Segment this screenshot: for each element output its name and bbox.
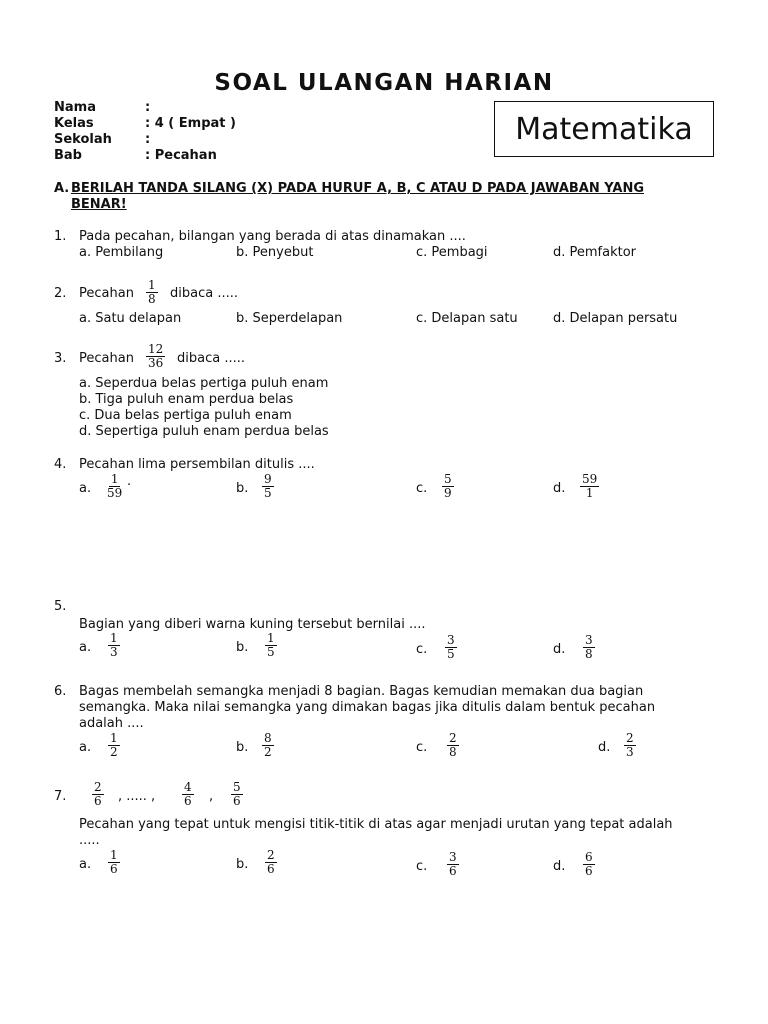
fraction-denominator: 59 xyxy=(107,486,123,500)
sekolah-value: : xyxy=(145,132,151,147)
fraction-numerator: 8 xyxy=(264,731,272,745)
bab-value: : Pecahan xyxy=(145,148,217,163)
section-letter: A. xyxy=(54,181,70,196)
question-7-text-line2: ..... xyxy=(79,833,100,848)
fraction-numerator: 1 xyxy=(110,848,118,862)
fraction-numerator: 3 xyxy=(447,633,455,647)
question-7-sequence-fraction-4 xyxy=(231,781,243,808)
question-5-label-b: b. xyxy=(236,640,249,655)
question-7-sequence-fraction-1 xyxy=(92,781,104,808)
question-6-label-b: b. xyxy=(236,740,249,755)
question-7-sequence-fraction-3 xyxy=(182,781,194,808)
fraction-numerator: 12 xyxy=(148,342,164,356)
question-2-option-b: b. Seperdelapan xyxy=(236,311,343,326)
fraction-denominator: 6 xyxy=(184,794,192,808)
nama-label: Nama xyxy=(54,100,96,115)
question-4-text: Pecahan lima persembilan ditulis .... xyxy=(79,457,315,472)
question-7-option-a-fraction xyxy=(108,849,120,876)
question-3-option-d: d. Sepertiga puluh enam perdua belas xyxy=(79,424,329,439)
question-7-text-line1: Pecahan yang tepat untuk mengisi titik-titik di atas agar menjadi urutan yang tepat adalah xyxy=(79,817,673,832)
question-3-option-c: c. Dua belas pertiga puluh enam xyxy=(79,408,292,423)
fraction-denominator: 5 xyxy=(447,647,455,661)
fraction-denominator: 5 xyxy=(267,645,275,659)
question-5-option-a-fraction xyxy=(108,632,120,659)
bab-label: Bab xyxy=(54,148,82,163)
question-1-option-b: b. Penyebut xyxy=(236,245,314,260)
fraction-numerator: 5 xyxy=(233,780,241,794)
fraction-denominator: 6 xyxy=(233,794,241,808)
question-6-label-c: c. xyxy=(416,740,428,755)
question-6-option-d-fraction xyxy=(624,732,636,759)
question-4-number: 4. xyxy=(54,457,67,472)
fraction-numerator: 2 xyxy=(449,731,457,745)
fraction-numerator: 2 xyxy=(626,731,634,745)
question-5-label-a: a. xyxy=(79,640,92,655)
page-title: SOAL ULANGAN HARIAN xyxy=(214,70,554,96)
question-4-option-d-fraction xyxy=(580,473,599,500)
question-1-option-d: d. Pemfaktor xyxy=(553,245,637,260)
fraction-denominator: 2 xyxy=(110,745,118,759)
question-5-label-c: c. xyxy=(416,642,428,657)
fraction-denominator: 2 xyxy=(264,745,272,759)
question-7-label-c: c. xyxy=(416,859,428,874)
fraction-denominator: 36 xyxy=(148,356,164,370)
fraction-denominator: 3 xyxy=(110,645,118,659)
question-5-option-d-fraction xyxy=(583,634,595,661)
section-instruction-line1: BERILAH TANDA SILANG (X) PADA HURUF A, B, C ATAU D PADA JAWABAN YANG xyxy=(71,181,645,196)
question-2-option-c: c. Delapan satu xyxy=(416,311,518,326)
question-5-number: 5. xyxy=(54,599,67,614)
fraction-denominator: 8 xyxy=(148,292,156,306)
fraction-denominator: 9 xyxy=(444,486,452,500)
fraction-numerator: 1 xyxy=(110,472,119,486)
question-3-fraction xyxy=(146,343,165,370)
question-2-option-a: a. Satu delapan xyxy=(79,311,182,326)
fraction-numerator: 4 xyxy=(184,780,192,794)
kelas-label: Kelas xyxy=(54,116,94,131)
fraction-numerator: 2 xyxy=(267,848,275,862)
question-6-option-a-fraction xyxy=(108,732,120,759)
question-6-text-line3: adalah .... xyxy=(79,716,144,731)
question-6-label-a: a. xyxy=(79,740,92,755)
fraction-denominator: 6 xyxy=(267,862,275,876)
question-4-option-c-fraction xyxy=(442,473,454,500)
question-5-text: Bagian yang diberi warna kuning tersebut bernilai .... xyxy=(79,617,426,632)
section-instruction-line2: BENAR! xyxy=(71,197,127,212)
question-7-option-c-fraction xyxy=(447,851,459,878)
question-7-label-a: a. xyxy=(79,857,92,872)
question-3-number: 3. xyxy=(54,351,67,366)
question-1-number: 1. xyxy=(54,229,67,244)
fraction-denominator: 1 xyxy=(585,486,594,500)
fraction-denominator: 5 xyxy=(264,486,272,500)
fraction-denominator: 6 xyxy=(585,864,593,878)
question-5-option-c-fraction xyxy=(445,634,457,661)
question-2-prefix: Pecahan xyxy=(79,286,134,301)
question-2-number: 2. xyxy=(54,286,67,301)
question-3-option-a: a. Seperdua belas pertiga puluh enam xyxy=(79,376,329,391)
question-2-option-d: d. Delapan persatu xyxy=(553,311,678,326)
fraction-numerator: 1 xyxy=(110,631,118,645)
question-6-option-c-fraction xyxy=(447,732,459,759)
question-6-text-line1: Bagas membelah semangka menjadi 8 bagian. Bagas kemudian memakan dua bagian xyxy=(79,684,644,699)
question-3-suffix: dibaca ..... xyxy=(177,351,245,366)
question-1-text: Pada pecahan, bilangan yang berada di atas dinamakan .... xyxy=(79,229,466,244)
question-1-option-c: c. Pembagi xyxy=(416,245,488,260)
question-7-option-b-fraction xyxy=(265,849,277,876)
fraction-denominator: 6 xyxy=(110,862,118,876)
question-7-label-b: b. xyxy=(236,857,249,872)
question-4-label-c: c. xyxy=(416,481,428,496)
subject-box: Matematika xyxy=(494,101,714,157)
question-4-label-a: a. xyxy=(79,481,92,496)
question-5-option-b-fraction xyxy=(265,632,277,659)
fraction-denominator: 8 xyxy=(449,745,457,759)
fraction-numerator: 9 xyxy=(264,472,272,486)
fraction-numerator: 2 xyxy=(94,780,102,794)
question-4-label-d: d. xyxy=(553,481,566,496)
question-4-option-b-fraction xyxy=(262,473,274,500)
question-7-number: 7. xyxy=(54,789,67,804)
question-3-option-b: b. Tiga puluh enam perdua belas xyxy=(79,392,294,407)
question-7-label-d: d. xyxy=(553,859,566,874)
fraction-numerator: 1 xyxy=(267,631,275,645)
question-6-option-b-fraction xyxy=(262,732,274,759)
nama-value: : xyxy=(145,100,151,115)
question-4-option-a-fraction xyxy=(105,473,124,500)
question-6-label-d: d. xyxy=(598,740,611,755)
fraction-denominator: 6 xyxy=(449,864,457,878)
question-6-text-line2: semangka. Maka nilai semangka yang dimakan bagas jika ditulis dalam bentuk pecahan xyxy=(79,700,656,715)
question-7-sequence-gap: , ..... , xyxy=(118,789,156,804)
question-7-option-d-fraction xyxy=(583,851,595,878)
fraction-denominator: 6 xyxy=(94,794,102,808)
question-5-label-d: d. xyxy=(553,642,566,657)
fraction-numerator: 1 xyxy=(110,731,118,745)
kelas-value: : 4 ( Empat ) xyxy=(145,116,236,131)
fraction-numerator: 59 xyxy=(582,472,598,486)
fraction-denominator: 8 xyxy=(585,647,593,661)
fraction-numerator: 6 xyxy=(585,850,593,864)
question-4-label-b: b. xyxy=(236,481,249,496)
fraction-numerator: 1 xyxy=(148,278,156,292)
question-2-fraction xyxy=(146,279,158,306)
fraction-numerator: 5 xyxy=(444,472,452,486)
question-3-prefix: Pecahan xyxy=(79,351,134,366)
question-4-option-a-dot: . xyxy=(127,474,132,489)
question-1-option-a: a. Pembilang xyxy=(79,245,164,260)
fraction-denominator: 3 xyxy=(626,745,634,759)
question-7-sequence-comma: , xyxy=(209,789,214,804)
question-2-suffix: dibaca ..... xyxy=(170,286,238,301)
fraction-numerator: 3 xyxy=(585,633,593,647)
question-6-number: 6. xyxy=(54,684,67,699)
fraction-numerator: 3 xyxy=(449,850,457,864)
sekolah-label: Sekolah xyxy=(54,132,112,147)
